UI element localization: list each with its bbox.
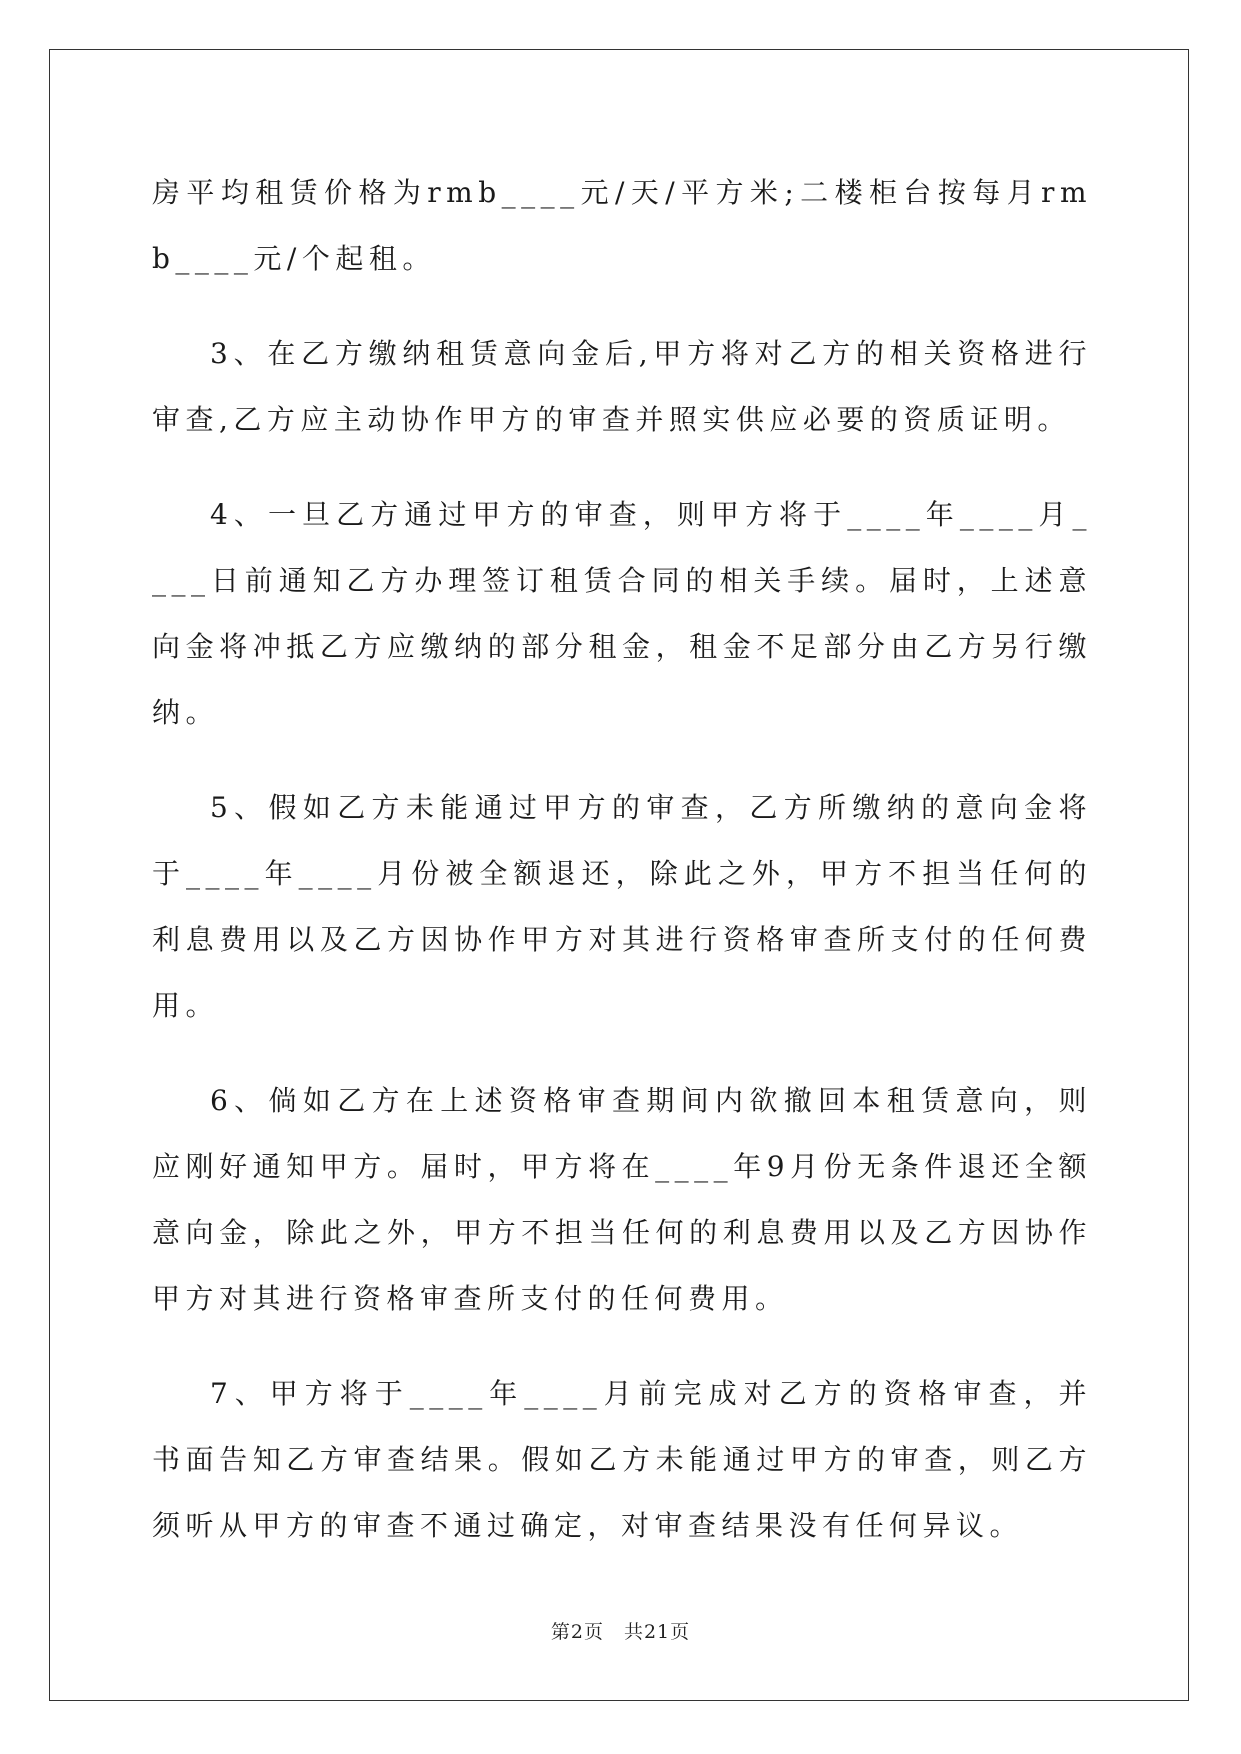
paragraph-6: 7、甲方将于____年____月前完成对乙方的资格审查，并书面告知乙方审查结果。假如乙方未能通过甲方的审查，则乙方须听从甲方的审查不通过确定，对审查结果没有任何异议。 <box>152 1377 1092 1542</box>
page-number: 第2页 <box>550 1621 604 1643</box>
document-body <box>152 160 1092 1588</box>
page-total: 共21页 <box>623 1621 691 1643</box>
paragraph-4: 5、假如乙方未能通过甲方的审查，乙方所缴纳的意向金将于____年____月份被全额退还，除此之外，甲方不担当任何的利息费用以及乙方因协作甲方对其进行资格审查所支付的任何费用。 <box>152 791 1092 1022</box>
page-footer <box>0 1617 1241 1644</box>
paragraph-5: 6、倘如乙方在上述资格审查期间内欲撤回本租赁意向，则应刚好通知甲方。届时，甲方将在____年9月份无条件退还全额意向金，除此之外，甲方不担当任何的利息费用以及乙方因协作甲方对其进行资格审查所支付的任何费用。 <box>152 1084 1092 1315</box>
paragraph-3: 4、一旦乙方通过甲方的审查，则甲方将于____年____月____日前通知乙方办理签订租赁合同的相关手续。届时，上述意向金将冲抵乙方应缴纳的部分租金，租金不足部分由乙方另行缴纳。 <box>152 498 1092 729</box>
paragraph-1: 房平均租赁价格为rmb____元/天/平方米;二楼柜台按每月rmb____元/个起租。 <box>152 176 1092 275</box>
paragraph-2: 3、在乙方缴纳租赁意向金后,甲方将对乙方的相关资格进行审查,乙方应主动协作甲方的审查并照实供应必要的资质证明。 <box>152 337 1092 436</box>
